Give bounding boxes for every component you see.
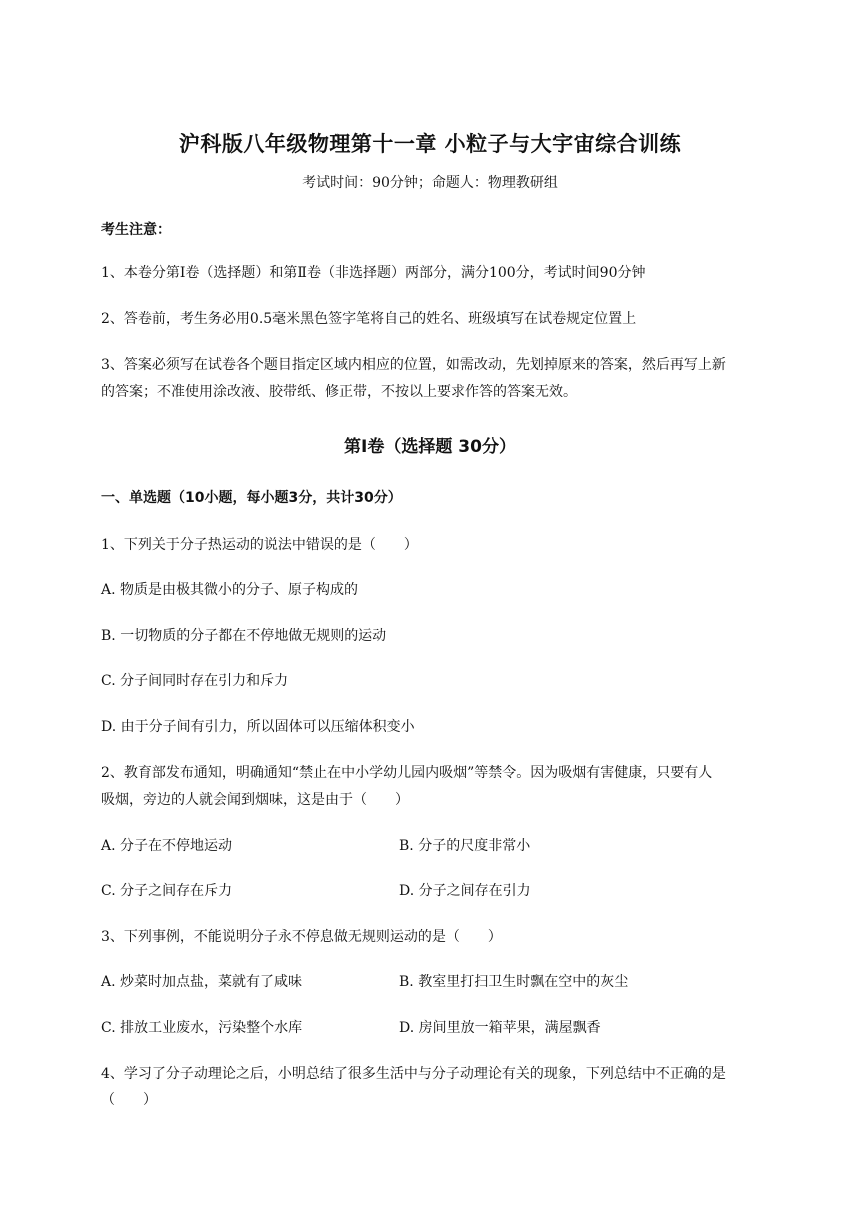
- question-stem: 3、下列事例，不能说明分子永不停息做无规则运动的是（ ）: [101, 929, 502, 945]
- option-c: C. 分子间同时存在引力和斥力: [101, 673, 289, 689]
- page-title: 沪科版八年级物理第十一章 小粒子与大宇宙综合训练: [178, 132, 682, 156]
- question-stem: （ ）: [101, 1092, 157, 1108]
- option-b: B. 教室里打扫卫生时飘在空中的灰尘: [399, 974, 629, 990]
- notice-item: 2、答卷前，考生务必用0.5毫米黑色签字笔将自己的姓名、班级填写在试卷规定位置上: [101, 311, 637, 327]
- option-row: [101, 972, 811, 992]
- question-stem: 1、下列关于分子热运动的说法中错误的是（ ）: [101, 537, 418, 553]
- option-a: A. 物质是由极其微小的分子、原子构成的: [101, 582, 359, 598]
- option-row: [101, 1018, 811, 1038]
- question-stem: 4、学习了分子动理论之后，小明总结了很多生活中与分子动理论有关的现象，下列总结中不正确的是: [101, 1066, 726, 1082]
- notice-heading: 考生注意：: [101, 222, 171, 238]
- section-title: 第Ⅰ卷（选择题 30分）: [344, 437, 516, 457]
- option-d: D. 分子之间存在引力: [399, 883, 531, 899]
- exam-info: 考试时间：90分钟；命题人：物理教研组: [302, 175, 558, 191]
- notice-item: 1、本卷分第Ⅰ卷（选择题）和第Ⅱ卷（非选择题）两部分，满分100分，考试时间90分钟: [101, 265, 646, 281]
- notice-item: 3、答案必须写在试卷各个题目指定区域内相应的位置，如需改动，先划掉原来的答案，然后再写上新: [101, 357, 726, 373]
- option-a: A. 炒菜时加点盐，菜就有了咸味: [101, 974, 303, 990]
- question-stem: 2、教育部发布通知，明确通知“禁止在中小学幼儿园内吸烟”等禁令。因为吸烟有害健康，只要有人: [101, 765, 713, 781]
- option-row: [101, 836, 811, 856]
- part-heading: 一、单选题（10小题，每小题3分，共计30分）: [101, 490, 402, 506]
- option-d: D. 房间里放一箱苹果，满屋飘香: [399, 1020, 601, 1036]
- option-d: D. 由于分子间有引力，所以固体可以压缩体积变小: [101, 719, 415, 735]
- question-stem: 吸烟，旁边的人就会闻到烟味，这是由于（ ）: [101, 792, 409, 808]
- option-a: A. 分子在不停地运动: [101, 838, 233, 854]
- option-row: [101, 881, 811, 901]
- notice-item: 的答案；不准使用涂改液、胶带纸、修正带，不按以上要求作答的答案无效。: [101, 384, 577, 400]
- option-b: B. 分子的尺度非常小: [399, 838, 531, 854]
- option-c: C. 排放工业废水，污染整个水库: [101, 1020, 303, 1036]
- option-b: B. 一切物质的分子都在不停地做无规则的运动: [101, 628, 387, 644]
- option-c: C. 分子之间存在斥力: [101, 883, 233, 899]
